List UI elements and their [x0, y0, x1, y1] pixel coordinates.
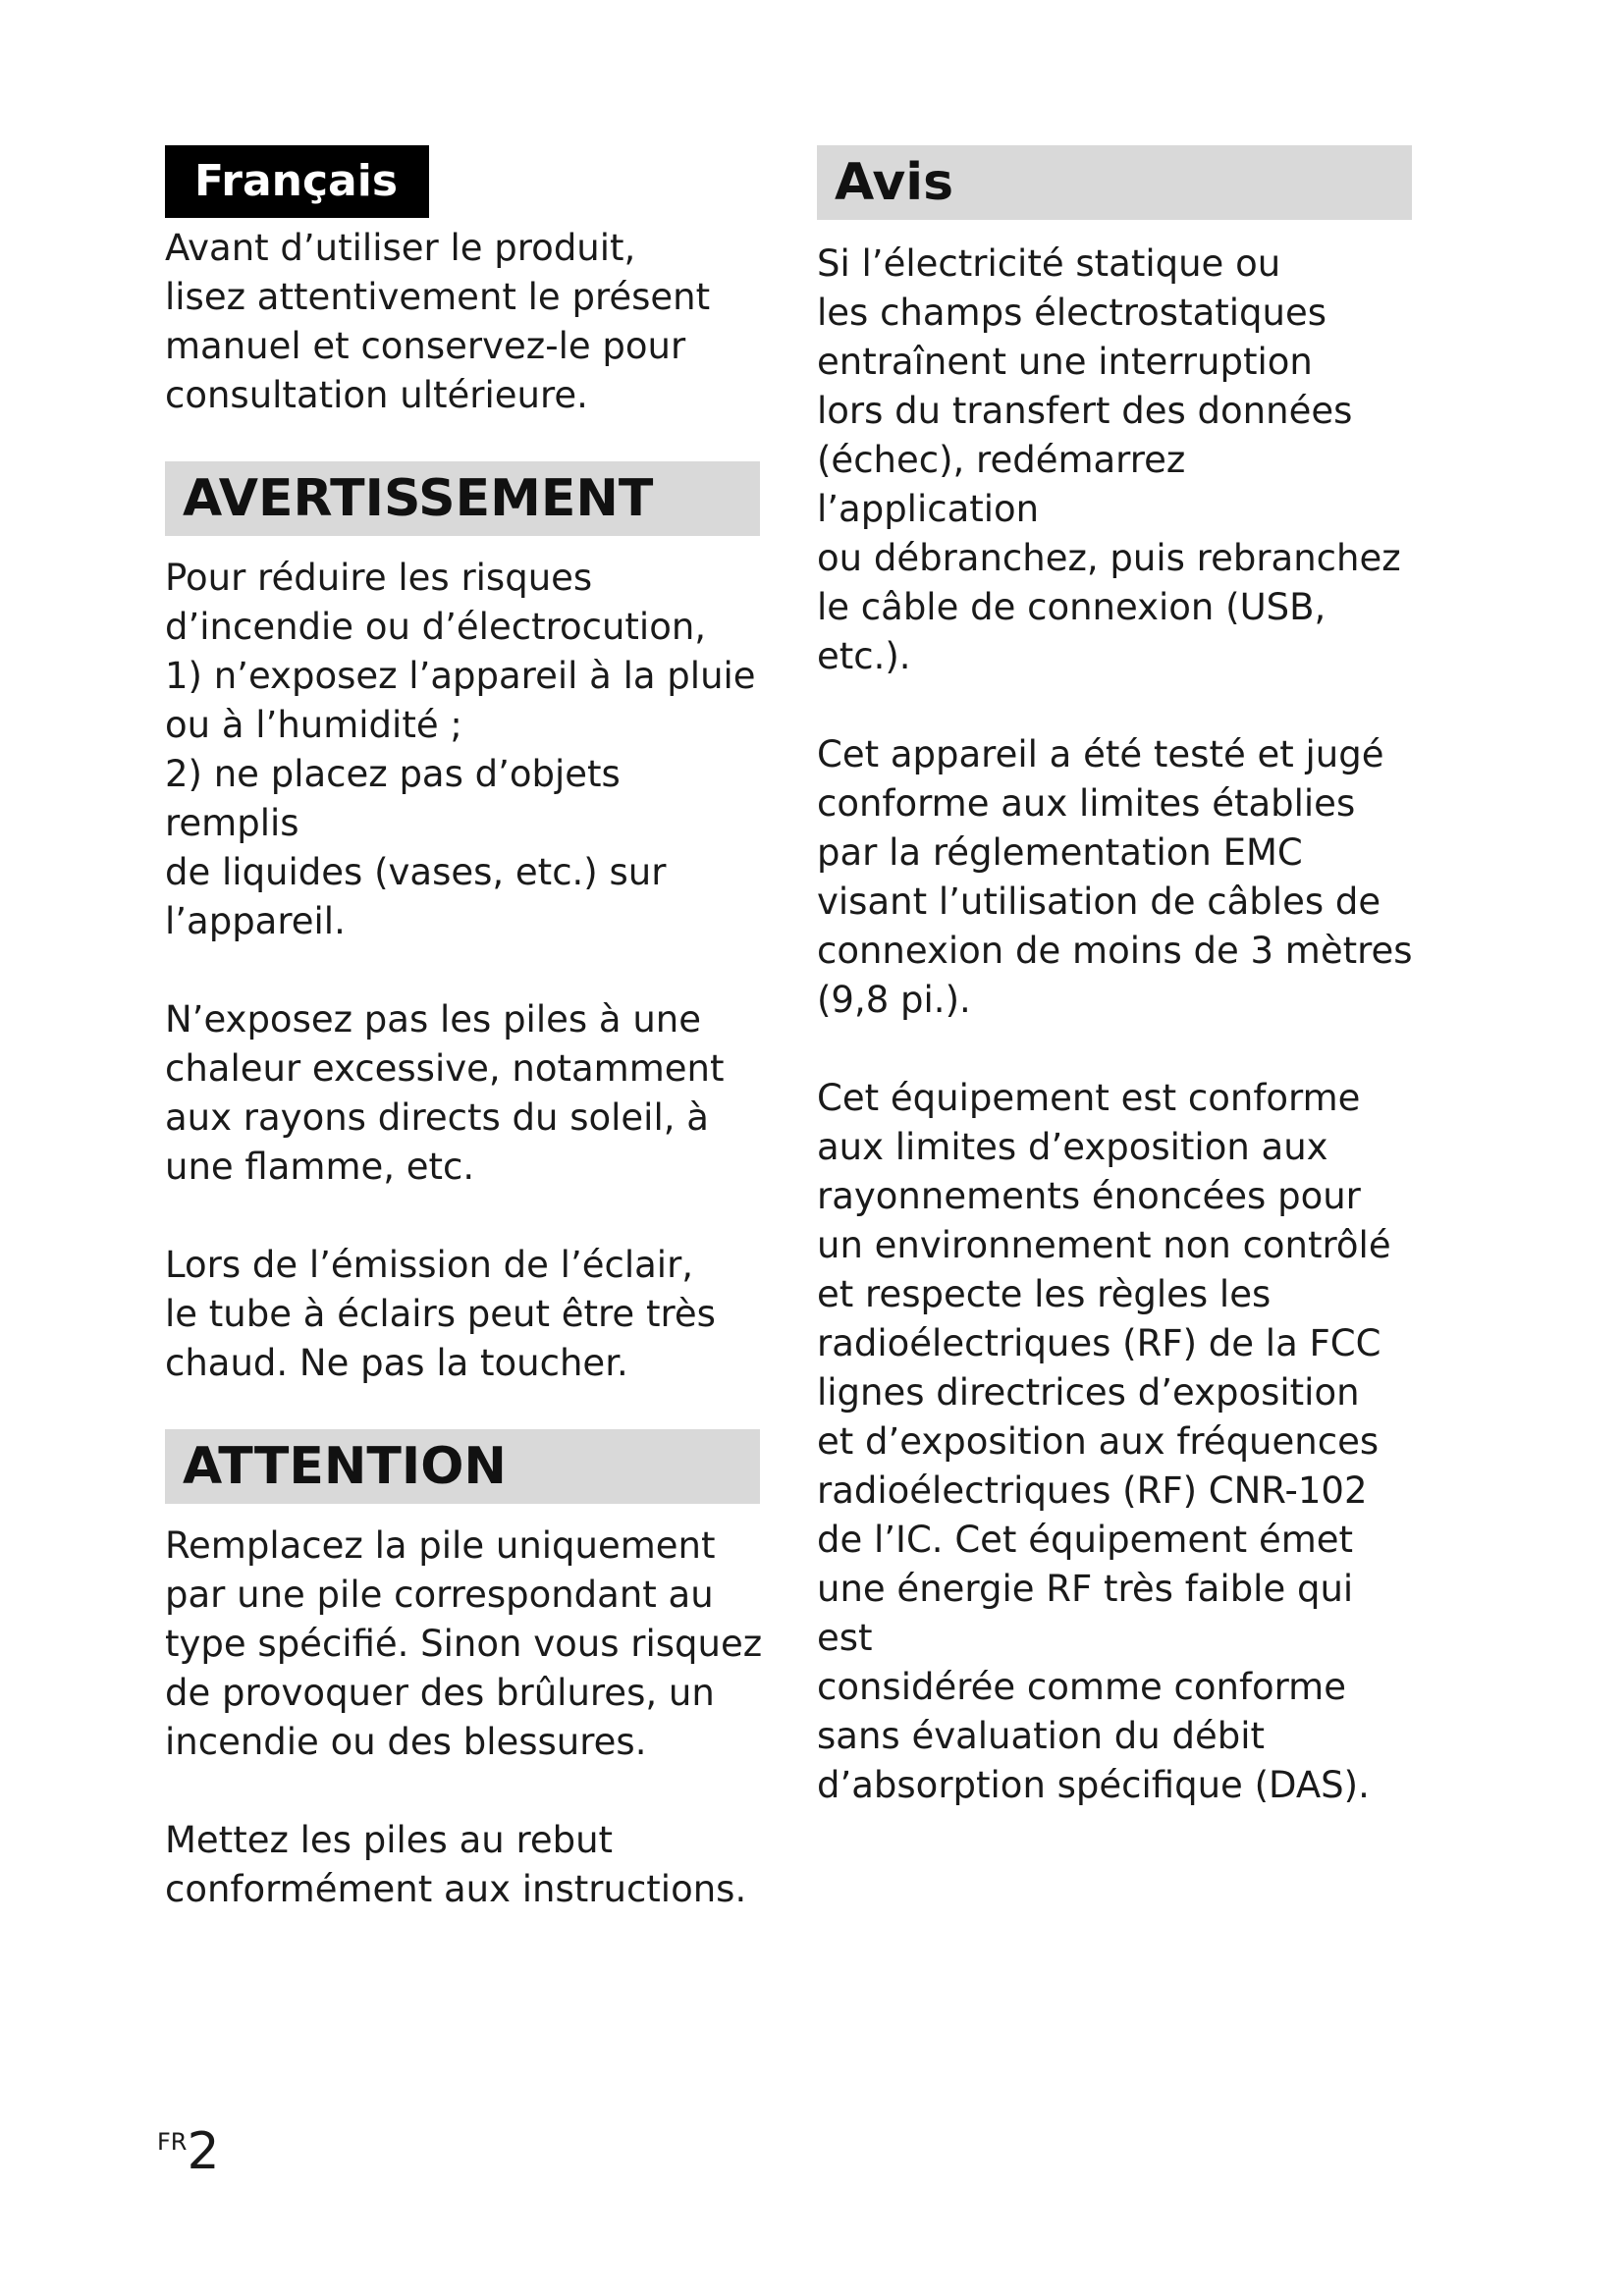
left-column — [165, 145, 764, 1914]
notice-section — [817, 240, 1416, 1810]
page-language-code: FR — [157, 2128, 188, 2156]
right-column — [817, 145, 1416, 1810]
notice-paragraph: Cet appareil a été testé et jugé conforme aux limites établies par la réglementation EMC visant l’utilisation de câbles de connexion de moins de 3 mètres (9,8 pi.). — [817, 733, 1413, 1021]
warning-paragraph: N’exposez pas les piles à une chaleur excessive, notamment aux rayons directs du soleil, à une flamme, etc. — [165, 998, 725, 1188]
caution-paragraph: Remplacez la pile uniquement par une pile correspondant au type spécifié. Sinon vous risquez de provoquer des brûlures, un incendie ou des blessures. — [165, 1524, 763, 1763]
notice-paragraph: Cet équipement est conforme aux limites d’exposition aux rayonnements énoncées pour un environnement non contrôlé et respecte les règles les radioélectriques (RF) de la FCC lignes directrices d’exposition et d’exposition aux fréquences radioélectriques (RF) CNR-102 de l’IC. Cet équipement émet une énergie RF très faible qui est considérée comme conforme sans évaluation du débit d’absorption spécifique (DAS). — [817, 1077, 1391, 1806]
notice-heading: Avis — [817, 145, 1412, 220]
language-tab: Français — [165, 145, 429, 218]
page-number — [157, 2122, 220, 2181]
caution-heading: ATTENTION — [165, 1429, 760, 1504]
warning-heading: AVERTISSEMENT — [165, 461, 760, 536]
warning-section — [165, 554, 764, 1388]
warning-paragraph: Lors de l’émission de l’éclair, le tube à éclairs peut être très chaud. Ne pas la toucher. — [165, 1244, 716, 1384]
page-number-value: 2 — [187, 2122, 220, 2181]
notice-paragraph: Si l’électricité statique ou les champs électrostatiques entraînent une interruption lors du transfert des données (échec), redémarrez l’application ou débranchez, puis rebranchez le câble de connexion (USB, etc.). — [817, 242, 1401, 677]
caution-paragraph: Mettez les piles au rebut conformément aux instructions. — [165, 1819, 747, 1910]
caution-section — [165, 1522, 764, 1914]
intro-paragraph: Avant d’utiliser le produit, lisez attentivement le présent manuel et conservez-le pour consultation ultérieure. — [165, 227, 711, 416]
warning-paragraph: Pour réduire les risques d’incendie ou d’électrocution, 1) n’exposez l’appareil à la pluie ou à l’humidité ; 2) ne placez pas d’objets remplis de liquides (vases, etc.) sur l’appareil. — [165, 557, 756, 942]
